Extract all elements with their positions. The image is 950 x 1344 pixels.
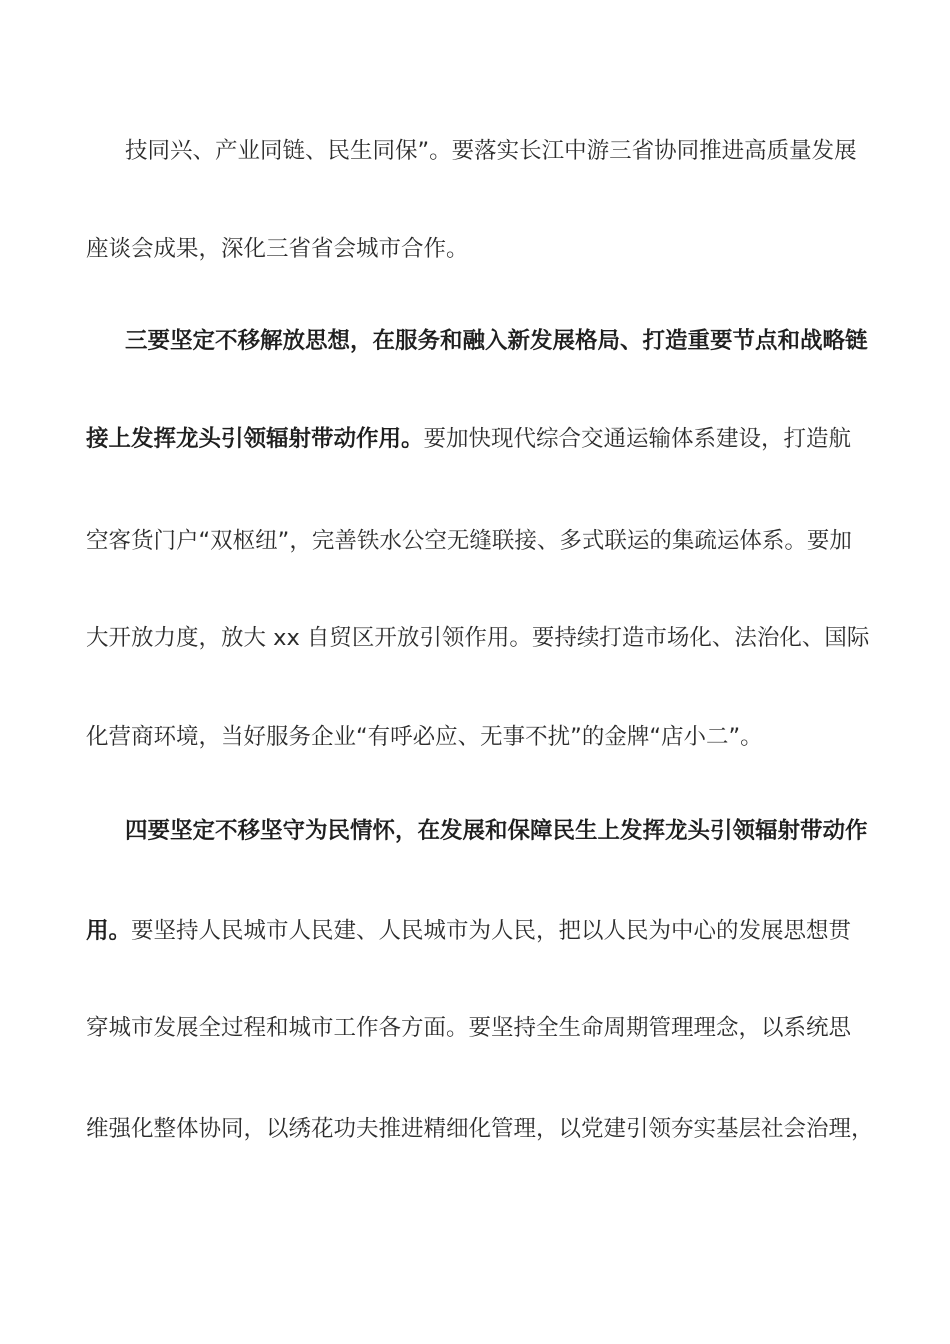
bold-heading-text: 三要坚定不移解放思想，在服务和融入新发展格局、打造重要节点和战略链 bbox=[125, 328, 868, 354]
line-text: 要坚持人民城市人民建、人民城市为人民，把以人民为中心的发展思想贯 bbox=[131, 918, 852, 944]
paragraph-line-6 bbox=[86, 618, 882, 658]
paragraph-line-2 bbox=[86, 229, 882, 269]
line-text: 空客货门户“双枢纽”，完善铁水公空无缝联接、多式联运的集疏运体系。要加 bbox=[86, 528, 852, 554]
line-text: 化营商环境，当好服务企业“有呼必应、无事不扰”的金牌“店小二”。 bbox=[86, 724, 763, 750]
line-text: 要加快现代综合交通运输体系建设，打造航 bbox=[423, 426, 852, 452]
paragraph-line-3 bbox=[125, 321, 882, 361]
bold-heading-text: 四要坚定不移坚守为民情怀，在发展和保障民生上发挥龙头引领辐射带动作 bbox=[125, 818, 868, 844]
line-text: 大开放力度，放大 xx 自贸区开放引领作用。要持续打造市场化、法治化、国际 bbox=[86, 625, 870, 651]
paragraph-line-7 bbox=[86, 717, 882, 757]
bold-heading-text: 用。 bbox=[86, 918, 132, 944]
paragraph-line-11 bbox=[86, 1109, 882, 1149]
bold-heading-text: 接上发挥龙头引领辐射带动作用。 bbox=[86, 426, 424, 452]
paragraph-line-4 bbox=[86, 419, 882, 459]
paragraph-line-5 bbox=[86, 521, 882, 561]
paragraph-line-1 bbox=[125, 131, 882, 171]
line-text: 维强化整体协同，以绣花功夫推进精细化管理，以党建引领夯实基层社会治理， bbox=[86, 1116, 874, 1142]
line-text: 技同兴、产业同链、民生同保”。要落实长江中游三省协同推进高质量发展 bbox=[125, 138, 857, 164]
paragraph-line-9 bbox=[86, 911, 882, 951]
paragraph-line-8 bbox=[125, 811, 882, 851]
line-text: 座谈会成果，深化三省省会城市合作。 bbox=[86, 236, 469, 262]
paragraph-line-10 bbox=[86, 1008, 882, 1048]
line-text: 穿城市发展全过程和城市工作各方面。要坚持全生命周期管理理念，以系统思 bbox=[86, 1015, 852, 1041]
